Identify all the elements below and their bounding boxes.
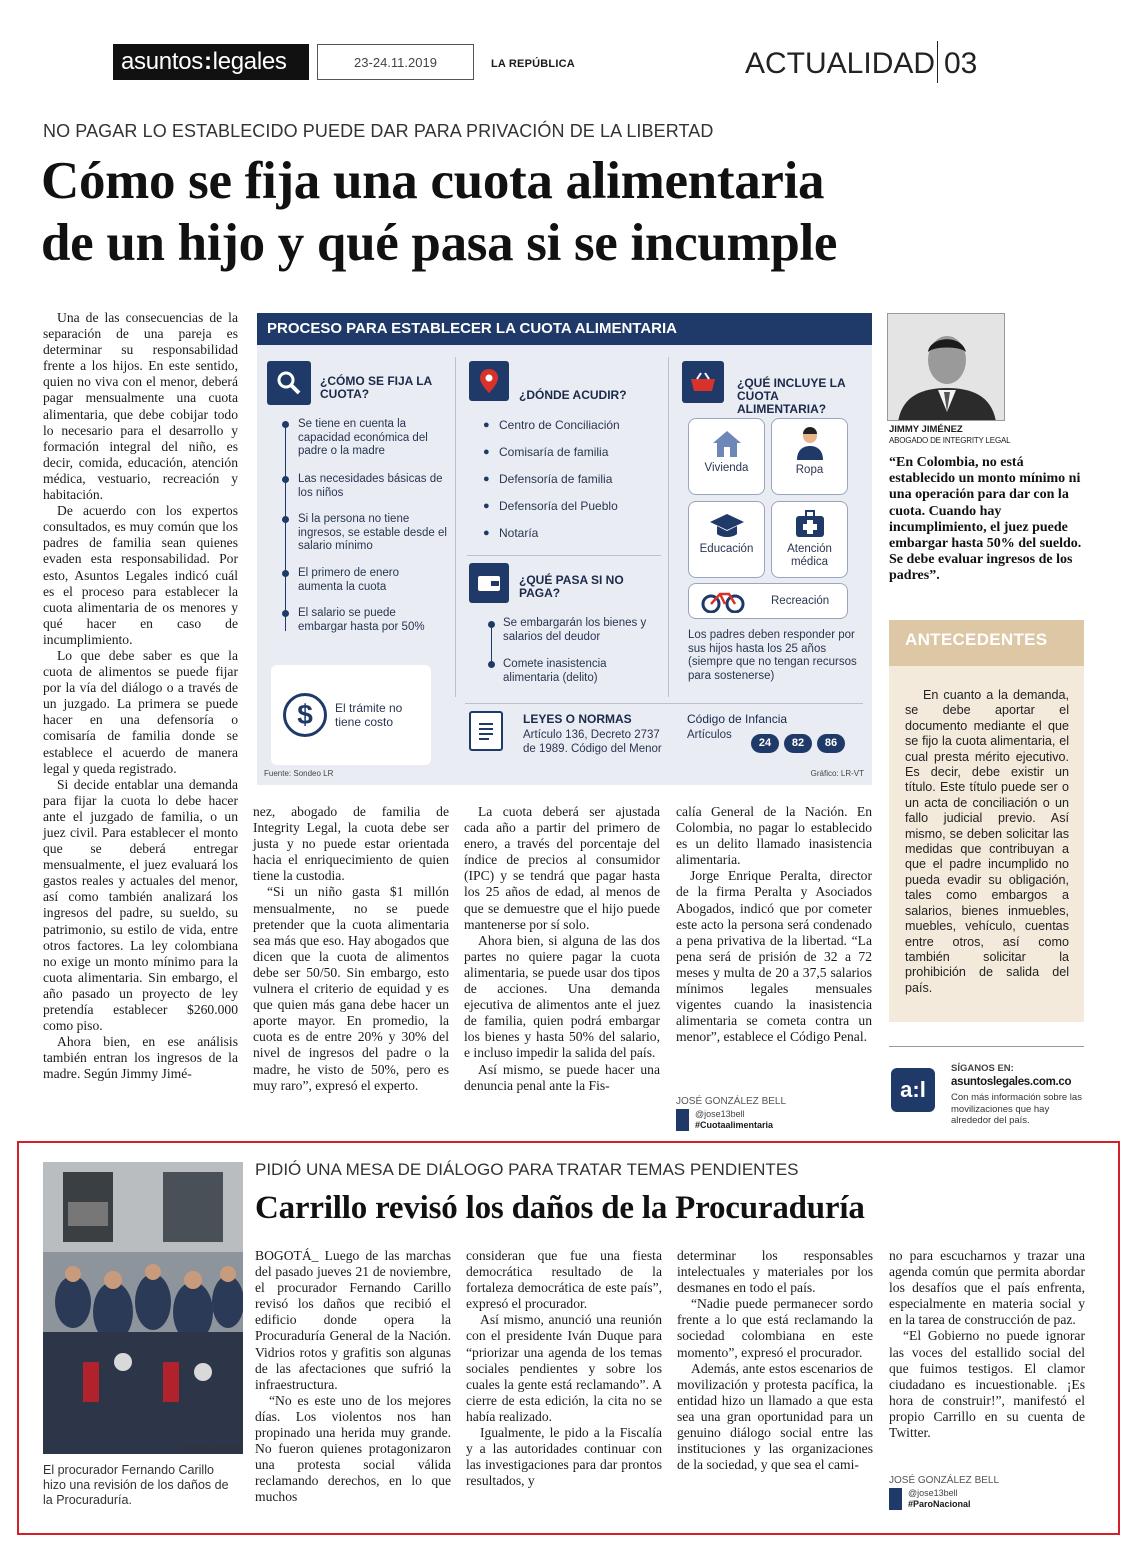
hashtag[interactable]: #ParoNacional bbox=[908, 1499, 971, 1509]
house-icon bbox=[711, 429, 743, 459]
q4-note: Los padres deben responder por sus hijos hasta los 25 años (siempre que no tengan recursos para sostenerse) bbox=[688, 629, 857, 682]
location-item: Defensoría del Pueblo bbox=[499, 499, 618, 513]
code-title: Código de Infancia bbox=[687, 712, 788, 726]
hashtag[interactable]: #Cuotaalimentaria bbox=[695, 1120, 774, 1130]
article2-headline: Carrillo revisó los daños de la Procuraduría bbox=[255, 1190, 865, 1226]
dollar-icon: $ bbox=[283, 693, 327, 737]
card-label: Educación bbox=[699, 543, 754, 555]
paragraph: “No es este uno de los mejores días. Los violentos nos han propinado una herida muy grande. No fueron quienes protagonizaron una protesta social válida reclamando derechos, en lo que muchos bbox=[255, 1392, 451, 1505]
article2-col-2 bbox=[466, 1248, 662, 1530]
article1-col-4 bbox=[676, 804, 872, 1094]
newspaper-name: LA REPÚBLICA bbox=[491, 58, 575, 70]
brand-right: legales bbox=[212, 48, 287, 75]
paragraph: calía General de la Nación. En Colombia, no pagar lo establecido es un delito llamado inasistencia alimentaria. bbox=[676, 804, 872, 868]
bullet bbox=[282, 570, 289, 577]
card-label: Recreación bbox=[771, 595, 830, 607]
byline: JOSÉ GONZÁLEZ BELL bbox=[889, 1475, 1000, 1486]
person-name: JIMMY JIMÉNEZ bbox=[889, 424, 963, 435]
location-item: Centro de Conciliación bbox=[499, 418, 620, 432]
bullet bbox=[282, 476, 289, 483]
bullet bbox=[488, 621, 495, 628]
divider bbox=[668, 357, 669, 697]
bullet bbox=[282, 421, 289, 428]
article1-col-1 bbox=[43, 310, 238, 1132]
paragraph: Jorge Enrique Peralta, director de la firma Peralta y Asociados Abogados, indicó que por cometer este acto la persona será condenado a pena privativa de la libertad. “La pena será de prisión de 32 a 72 meses y multa de 20 a 37,5 salarios mínimos legales mensuales vigentes cuando la inasistencia alimentaria se cometa contra un menor”, establece el Código Penal. bbox=[676, 868, 872, 1045]
person-icon bbox=[794, 427, 826, 461]
location-item: Notaría bbox=[499, 526, 539, 540]
q1-item: Si la persona no tiene ingresos, se estable desde el salario mínimo bbox=[298, 513, 447, 552]
pin-icon: ● bbox=[483, 500, 490, 512]
q3-title: ¿QUÉ PASA SI NO PAGA? bbox=[519, 573, 624, 600]
paragraph: no para escucharnos y trazar una agenda común que permita abordar los desafíos que el país enfrenta, especialmente en materia social y en la tarea de construcción de paz. bbox=[889, 1248, 1085, 1328]
article-pill: 86 bbox=[817, 734, 845, 753]
card-label: Atención médica bbox=[787, 543, 832, 568]
basket-icon bbox=[682, 361, 724, 403]
q3-item: Comete inasistencia alimentaria (delito) bbox=[503, 658, 607, 684]
item-card-educacion bbox=[688, 501, 765, 578]
issue-date: 23-24.11.2019 bbox=[317, 44, 474, 80]
infographic-title: PROCESO PARA ESTABLECER LA CUOTA ALIMENTARIA bbox=[257, 313, 872, 345]
q1-item: El salario se puede embargar hasta por 50% bbox=[298, 607, 425, 633]
bullet bbox=[282, 516, 289, 523]
site-logo: a:l bbox=[891, 1068, 935, 1112]
paragraph: Si decide entablar una demanda para fijar la cuota lo debe hacer ante el juzgado de familia, o un juez civil. Para establecer el monto que se deberá entregar mensualmente, el juez evaluará los gastos reales y actuales del menor, así como también analizará los ingresos del padre, su sueldo, su patrimonio, su estilo de vida, entre otros factores. La ley colombiana no exige un monto mínimo para la cuota alimentaria. Sin embargo, el año pasado un proyecto de ley pretendía establecer $260.000 como piso. bbox=[43, 776, 238, 1034]
q3-item: Se embargarán los bienes y salarios del deudor bbox=[503, 617, 647, 643]
location-item: Defensoría de familia bbox=[499, 472, 613, 486]
pin-icon: ● bbox=[483, 527, 490, 539]
brand-sep: : bbox=[203, 48, 212, 75]
article1-headline bbox=[41, 150, 1091, 274]
divider bbox=[889, 1046, 1084, 1047]
infographic bbox=[257, 313, 872, 785]
bicycle-icon bbox=[701, 589, 745, 613]
article2-col-1 bbox=[255, 1248, 451, 1530]
infographic-credit: Gráfico: LR-VT bbox=[810, 769, 864, 778]
divider bbox=[455, 357, 456, 697]
paragraph: “El Gobierno no puede ignorar las voces del estallido social del que fuimos testigos. El clamor ciudadano es incuestionable. ¡Es hora de construir!”, manifestó el propio Carrillo en su cuenta de Twitter. bbox=[889, 1328, 1085, 1441]
headline-line-2: de un hijo y qué pasa si se incumple bbox=[41, 214, 838, 272]
author-avatar-icon bbox=[889, 1488, 902, 1510]
paragraph: Igualmente, le pido a la Fiscalía y a las autoridades continuar con las investigaciones para dar prontos resultados, y bbox=[466, 1425, 662, 1489]
bullet bbox=[282, 610, 289, 617]
photo-credit: PROCURADURÍA bbox=[186, 1445, 243, 1452]
author-photo bbox=[887, 313, 1005, 421]
author-handle[interactable]: @jose13bell bbox=[695, 1109, 745, 1119]
article2-col-3 bbox=[677, 1248, 873, 1530]
item-card-vivienda bbox=[688, 418, 765, 495]
article-pill: 24 bbox=[751, 734, 779, 753]
paragraph: “Si un niño gasta $1 millón mensualmente, no se puede pretender que la cuota alimentaria sea más que eso. Hay abogados que dicen que la cuota de alimentos debe ser 50/50. Sin embargo, esto vulnera el criterio de equidad y es que quien más gana debe hacer un aporte mayor. En promedio, la cuota es de entre 20% y 30% del nivel de ingresos del padre o la madre, he visto de 50%, pero es muy raro”, expresó el experto. bbox=[253, 884, 449, 1093]
location-item: Comisaría de familia bbox=[499, 445, 609, 459]
q1-item: El primero de enero aumenta la cuota bbox=[298, 567, 399, 593]
background-text: En cuanto a la demanda, se debe aportar el documento mediante el que se fijo la cuota alimentaria, el cual presta mérito ejecutivo. Es decir, debe existir un título. Este título puede ser o un acta de conciliación o un fallo judicial previo. Así mismo, se deben solicitar las medidas que contribuyan a que el padre incumplido no pueda evadir su obligación, tales como embargos a salarios, bienes inmuebles, muebles, vehículo, cuentas entre otros, así como también solicitar la prohibición de salida del país. bbox=[905, 688, 1069, 995]
wallet-icon bbox=[469, 563, 509, 603]
background-title: ANTECEDENTES bbox=[905, 630, 1048, 649]
brand-logo bbox=[113, 44, 309, 80]
pull-quote: “En Colombia, no está establecido un monto mínimo ni una operación para dar con la cuota. Cuando hay incumplimiento, el juez puede embargar hasta 50% del sueldo. Se debe evaluar ingresos de los padres”. bbox=[889, 455, 1082, 584]
article2-byline-block bbox=[889, 1475, 1085, 1510]
site-link[interactable]: asuntoslegales.com.co bbox=[951, 1076, 1072, 1088]
byline: JOSÉ GONZÁLEZ BELL bbox=[676, 1096, 787, 1107]
graduation-cap-icon bbox=[709, 512, 745, 540]
paragraph: Así mismo, anunció una reunión con el presidente Iván Duque para “priorizar una agenda de los temas sociales pendientes y sobre los cuales la gente está reclamando”. A cierre de esta edición, la cita no se había realizado. bbox=[466, 1312, 662, 1424]
medical-kit-icon bbox=[795, 510, 825, 538]
q1-title: ¿CÓMO SE FIJA LA CUOTA? bbox=[320, 374, 432, 401]
q2-title: ¿DÓNDE ACUDIR? bbox=[519, 388, 627, 402]
cost-note-box bbox=[271, 665, 431, 765]
paragraph: Así mismo, se puede hacer una denuncia penal ante la Fis- bbox=[464, 1061, 660, 1093]
pin-icon: ● bbox=[483, 473, 490, 485]
timeline-line bbox=[285, 421, 286, 631]
q1-item: Las necesidades básicas de los niños bbox=[298, 473, 443, 499]
article1-kicker: NO PAGAR LO ESTABLECIDO PUEDE DAR PARA PRIVACIÓN DE LA LIBERTAD bbox=[43, 121, 714, 141]
card-label: Vivienda bbox=[704, 462, 749, 474]
divider bbox=[465, 703, 863, 704]
article1-col-2 bbox=[253, 804, 449, 1134]
section-name: ACTUALIDAD bbox=[745, 47, 936, 80]
headline-line-1: Cómo se fija una cuota alimentaria bbox=[41, 152, 825, 210]
author-handle[interactable]: @jose13bell bbox=[908, 1488, 958, 1498]
section-divider bbox=[937, 41, 938, 83]
location-pin-icon bbox=[469, 361, 509, 401]
pin-icon: ● bbox=[483, 419, 490, 431]
article2-col-4 bbox=[889, 1248, 1085, 1473]
item-card-ropa bbox=[771, 418, 848, 495]
bullet bbox=[488, 661, 495, 668]
item-card-atencion bbox=[771, 501, 848, 578]
article1-byline-block bbox=[676, 1096, 872, 1131]
brand-left: asuntos bbox=[121, 48, 203, 75]
paragraph: Ahora bien, en ese análisis también entran los ingresos de la madre. Según Jimmy Jimé- bbox=[43, 1034, 238, 1082]
follow-label: SÍGANOS EN: bbox=[951, 1063, 1014, 1074]
article2-photo bbox=[43, 1162, 243, 1454]
q1-item: Se tiene en cuenta la capacidad económica del padre o la madre bbox=[298, 418, 428, 457]
page-number: 03 bbox=[944, 47, 978, 80]
item-card-recreacion bbox=[688, 583, 848, 619]
divider bbox=[467, 555, 661, 556]
card-label: Ropa bbox=[795, 464, 824, 476]
site-text: Con más información sobre las movilizaciones que hay alrededor del país. bbox=[951, 1092, 1082, 1126]
paragraph: consideran que fue una fiesta democrática resultado de la fortaleza democrática de este país”, expresó el procurador. bbox=[466, 1248, 662, 1312]
q4-title: ¿QUÉ INCLUYE LA CUOTA ALIMENTARIA? bbox=[737, 376, 846, 416]
paragraph: nez, abogado de familia de Integrity Legal, la cuota debe ser justa y no puede estar orientada hacia el enriquecimiento de quien tiene la custodia. bbox=[253, 804, 449, 884]
article-pill: 82 bbox=[784, 734, 812, 753]
paragraph: Lo que debe saber es que la cuota de alimentos se puede fijar por la vía del diálogo o a través de un juzgado. La primera se puede hacer en una defensoría o comisaría de familia donde se establece el acuerdo de manera legal y queda registrado. bbox=[43, 647, 238, 776]
paragraph: Además, ante estos escenarios de movilización y protesta pacífica, la entidad hizo un llamado a que esta sea una gran oportunidad para un genuino diálogo social entre las instituciones y las organizaciones de la sociedad, y que sea el cami- bbox=[677, 1360, 873, 1473]
magnifier-icon bbox=[267, 361, 311, 405]
laws-title: LEYES O NORMAS bbox=[523, 712, 632, 726]
infographic-source: Fuente: Sondeo LR bbox=[264, 769, 334, 778]
person-role: ABOGADO DE INTEGRITY LEGAL bbox=[889, 436, 1011, 445]
paragraph: “Nadie puede permanecer sordo frente a lo que está reclamando la sociedad colombiana en este momento”, expresó el procurador. bbox=[677, 1296, 873, 1360]
paragraph: BOGOTÁ_ Luego de las marchas del pasado jueves 21 de noviembre, el procurador Fernando Carillo revisó los daños que recibió el edificio donde opera la Procuraduría General de la Nación. Vidrios rotos y grafitis son algunas de las afectaciones que sufrió la infraestructura. bbox=[255, 1248, 451, 1392]
paragraph: De acuerdo con los expertos consultados, es muy común que los padres de familia sean quienes evaden esta responsabilidad. Por esto, Asuntos Legales indicó cuál es el proceso para establecer la cuota alimentaria de os menores y qué hacer en caso de incumplimiento. bbox=[43, 503, 238, 647]
article1-col-3 bbox=[464, 804, 660, 1134]
code-label: Artículos bbox=[687, 729, 732, 741]
article2-kicker: PIDIÓ UNA MESA DE DIÁLOGO PARA TRATAR TEMAS PENDIENTES bbox=[255, 1160, 799, 1179]
document-icon bbox=[469, 711, 503, 751]
pin-icon: ● bbox=[483, 446, 490, 458]
paragraph: Una de las consecuencias de la separación de una pareja es determinar su responsabilidad frente a los hijos. En este sentido, quien no viva con el menor, deberá pagar mensualmente una cuota alimentaria, que debe cobijar todo lo necesario para el desarrollo y formación integral del niño, es decir, comida, educación, atención médica, vestuario, recreación y habitación. bbox=[43, 310, 238, 503]
paragraph: Ahora bien, si alguna de las dos partes no quiere pagar la cuota alimentaria, se puede usar dos tipos de acciones. Una demanda ejecutiva de alimentos ante el juez de familia, quien podrá embargar los bienes y hasta 50% del salario, e incluso impedir la salida del país. bbox=[464, 932, 660, 1061]
laws-text: Artículo 136, Decreto 2737 de 1989. Código del Menor bbox=[523, 729, 662, 755]
photo-caption: El procurador Fernando Carillo hizo una revisión de los daños de la Procuraduría. bbox=[43, 1463, 229, 1507]
cost-note: El trámite no tiene costo bbox=[335, 701, 403, 729]
paragraph: La cuota deberá ser ajustada cada año a partir del primero de enero, a través del porcentaje del índice de precios al consumidor (IPC) y se tendrá que pagar hasta los 25 años de edad, al menos de que se demuestre que el hijo puede mantenerse por sí solo. bbox=[464, 804, 660, 932]
author-avatar-icon bbox=[676, 1109, 689, 1131]
paragraph: determinar los responsables intelectuales y materiales por los desmanes en todo el país. bbox=[677, 1248, 873, 1296]
